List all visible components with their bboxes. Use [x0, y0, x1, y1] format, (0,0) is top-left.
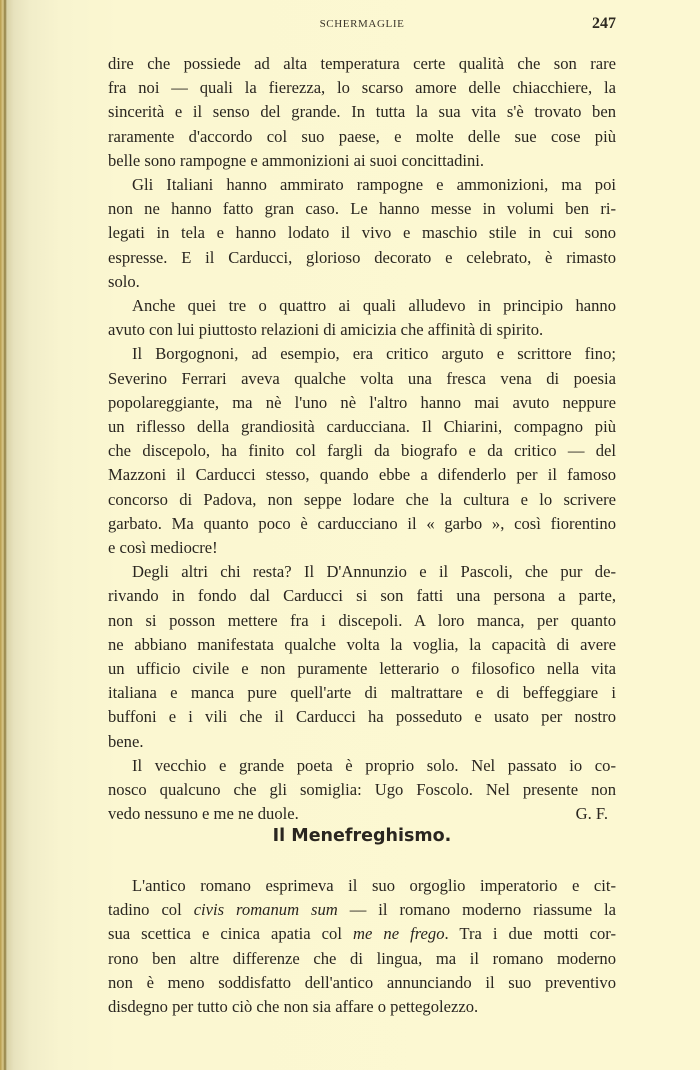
text-line: rono ben altre differenze che di lingua, ma il romano moderno — [108, 948, 616, 968]
paragraph — [108, 173, 616, 294]
paragraph — [108, 754, 616, 827]
text-line: L'antico romano esprimeva il suo orgoglio imperatorio e cit- — [132, 876, 616, 895]
running-title: SCHERMAGLIE — [319, 18, 405, 30]
text-line: solo. — [108, 271, 140, 291]
text-line: popolareggiante, ma nè l'uno nè l'altro hanno mai avuto neppure — [108, 392, 616, 412]
text-line: sincerità e il senso del grande. In tutta la sua vita s'è trovato ben — [108, 102, 616, 122]
text-line: disdegno per tutto ciò che non sia affare o pettegolezzo. — [108, 997, 479, 1017]
text-line: Anche quei tre o quattro ai quali alludevo in principio hanno — [132, 296, 616, 316]
text-line: ne abbiano manifestata qualche volta la voglia, la capacità di avere — [108, 634, 616, 654]
roman-motto: me ne frego — [353, 924, 445, 944]
text-line: un ufficio civile e non puramente letterario o filosofico nella vita — [108, 659, 616, 679]
text-line: non è meno soddisfatto dell'antico annunciando il suo preventivo — [108, 972, 616, 992]
text-line: fra noi — quali la fierezza, lo scarso amore delle chiacchiere, la — [108, 78, 616, 98]
text-line: Degli altri chi resta? Il D'Annunzio e il Pascoli, che pur de- — [132, 562, 616, 582]
text-line: non ne hanno fatto gran caso. Le hanno messe in volumi ben ri- — [108, 199, 616, 219]
paragraph — [108, 342, 616, 560]
text-line: italiana e manca pure quell'arte di maltrattare e di beffeggiare i — [108, 683, 616, 703]
text-line: un riflesso della grandiosità carducciana. Il Chiarini, compagno più — [108, 417, 616, 437]
text-line: garbato. Ma quanto poco è carducciano il « garbo », così fiorentino — [108, 513, 616, 533]
text-line: Severino Ferrari aveva qualche volta una fresca vena di poesia — [108, 368, 616, 388]
author-signature: G. F. — [575, 804, 608, 824]
latin-motto: civis romanum sum — [193, 900, 338, 920]
text-line — [108, 898, 616, 922]
page-number: 247 — [592, 15, 616, 32]
text-line: Il vecchio e grande poeta è proprio solo. Nel passato io co- — [132, 755, 616, 775]
text-line: Mazzoni il Carducci stesso, quando ebbe a difenderlo per il famoso — [108, 465, 616, 485]
text-line: rivando in fondo dal Carducci si son fatti una persona a parte, — [108, 586, 616, 606]
text-segment: — il romano moderno riassume la — [337, 900, 616, 920]
paragraph — [108, 52, 616, 173]
paragraph — [108, 294, 616, 342]
text-line: Gli Italiani hanno ammirato rampogne e ammonizioni, ma poi — [132, 175, 616, 195]
text-line: che discepolo, ha finito col fargli da biografo e da critico — del — [108, 441, 616, 461]
text-line: belle sono rampogne e ammonizioni ai suoi concittadini. — [108, 150, 485, 170]
text-line: Il Borgognoni, ad esempio, era critico arguto e scrittore fino; — [132, 344, 616, 364]
text-line: espresse. E il Carducci, glorioso decorato e celebrato, è rimasto — [108, 247, 616, 267]
text-segment: sua scettica e cinica apatia col — [108, 924, 353, 944]
text-line: vedo nessuno e me ne duole. — [108, 804, 299, 824]
paragraph — [108, 560, 616, 754]
text-line: legati in tela e hanno lodato il vivo e maschio stile in cui sono — [108, 223, 616, 243]
text-line: raramente d'accordo col suo paese, e molte delle sue cose più — [108, 126, 616, 146]
text-line: concorso di Padova, non seppe lodare che la cultura e lo scrivere — [108, 489, 616, 509]
text-segment: tadino col — [108, 900, 194, 920]
article-menefreghismo — [108, 874, 616, 1019]
text-line: buffoni e i vili che il Carducci ha posseduto e usato per nostro — [108, 707, 616, 727]
closing-line — [108, 802, 616, 826]
text-line: nosco qualcuno che gli somiglia: Ugo Foscolo. Nel presente non — [108, 780, 616, 800]
text-line: e così mediocre! — [108, 538, 218, 558]
text-line: bene. — [108, 731, 144, 751]
text-line: avuto con lui piuttosto relazioni di amicizia che affinità di spirito. — [108, 320, 544, 340]
text-line: non si posson mettere fra i discepoli. A loro manca, per quanto — [108, 610, 616, 630]
section-title: Il Menefreghismo. — [272, 826, 452, 846]
article-schermaglie-continued — [108, 52, 616, 827]
page-header — [108, 14, 616, 34]
text-segment: . Tra i due motti cor- — [444, 924, 617, 944]
text-line: dire che possiede ad alta temperatura certe qualità che son rare — [108, 54, 616, 73]
text-line — [108, 922, 616, 946]
